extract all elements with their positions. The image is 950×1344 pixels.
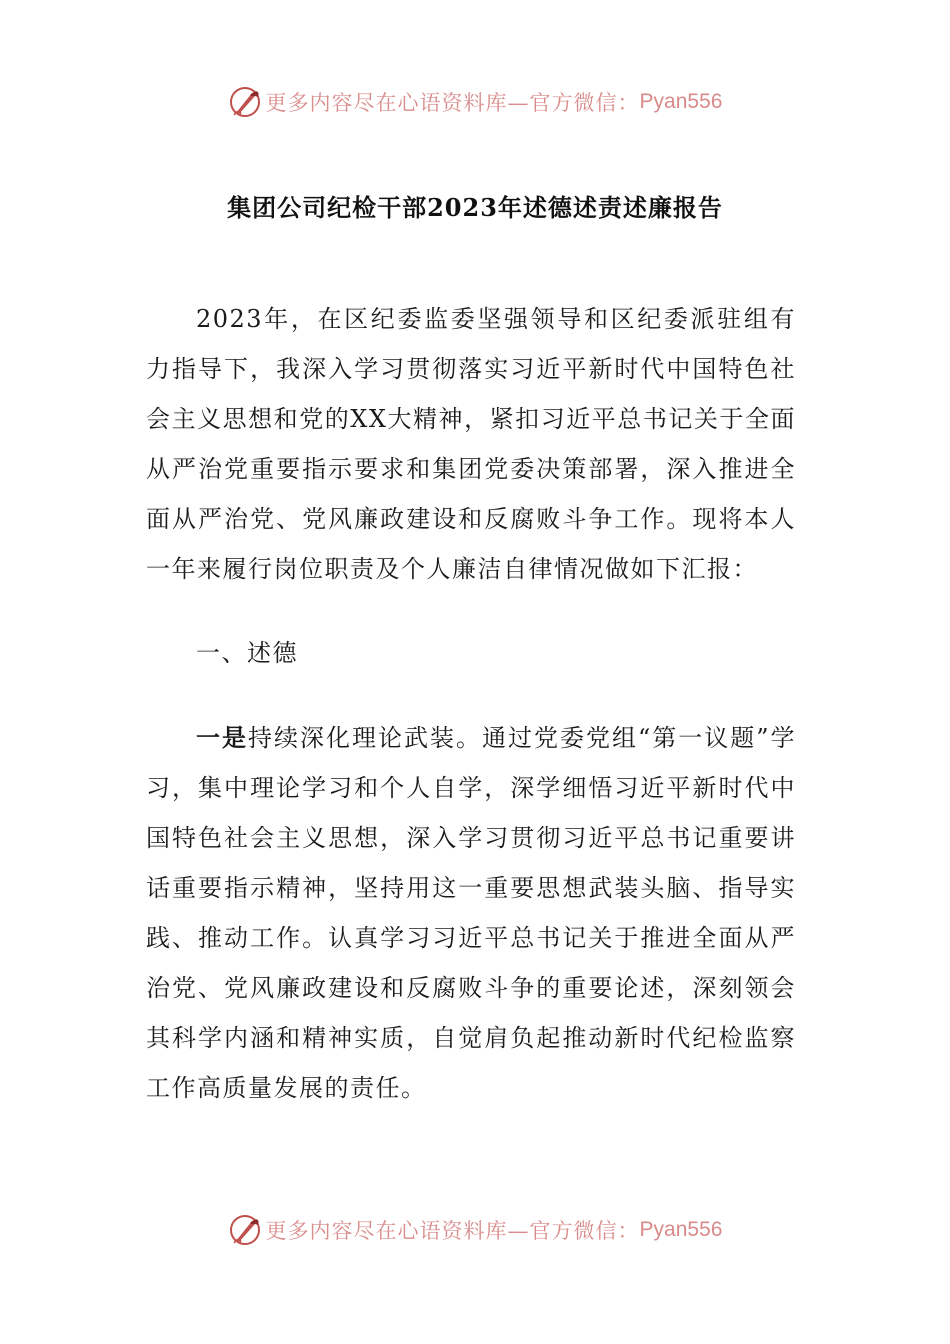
intro-paragraph: 2023年，在区纪委监委坚强领导和区纪委派驻组有力指导下，我深入学习贯彻落实习近平新时代中国特色社会主义思想和党的XX大精神，紧扣习近平总书记关于全面从严治党重要指示要求和集团党委决策部署，深入推进全面从严治党、党风廉政建设和反腐败斗争工作。现将本人一年来履行岗位职责及个人廉洁自律情况做如下汇报： — [146, 305, 796, 583]
point-lead: 一是 — [196, 723, 248, 752]
footer-watermark-banner — [0, 1208, 950, 1252]
section-heading: 一、述德 — [196, 639, 298, 667]
wechat-id: Pyan556 — [639, 1218, 723, 1241]
watermark-text: 更多内容尽在心语资料库—官方微信： — [265, 91, 640, 115]
header-watermark-banner — [0, 80, 950, 124]
quill-pen-logo-icon — [228, 85, 262, 119]
document-title: 集团公司纪检干部2023年述德述责述廉报告 — [227, 193, 723, 222]
point-paragraph — [146, 713, 796, 1113]
watermark-text: 更多内容尽在心语资料库—官方微信： — [265, 1219, 640, 1243]
wechat-id: Pyan556 — [639, 90, 723, 113]
point-body: 持续深化理论武装。通过党委党组“第一议题”学习，集中理论学习和个人自学，深学细悟习近平新时代中国特色社会主义思想，深入学习贯彻习近平总书记重要讲话重要指示精神，坚持用这一重要思想武装头脑、指导实践、推动工作。认真学习习近平总书记关于推进全面从严治党、党风廉政建设和反腐败斗争的重要论述，深刻领会其科学内涵和精神实质，自觉肩负起推动新时代纪检监察工作高质量发展的责任。 — [146, 724, 796, 1102]
quill-pen-logo-icon — [228, 1213, 262, 1247]
